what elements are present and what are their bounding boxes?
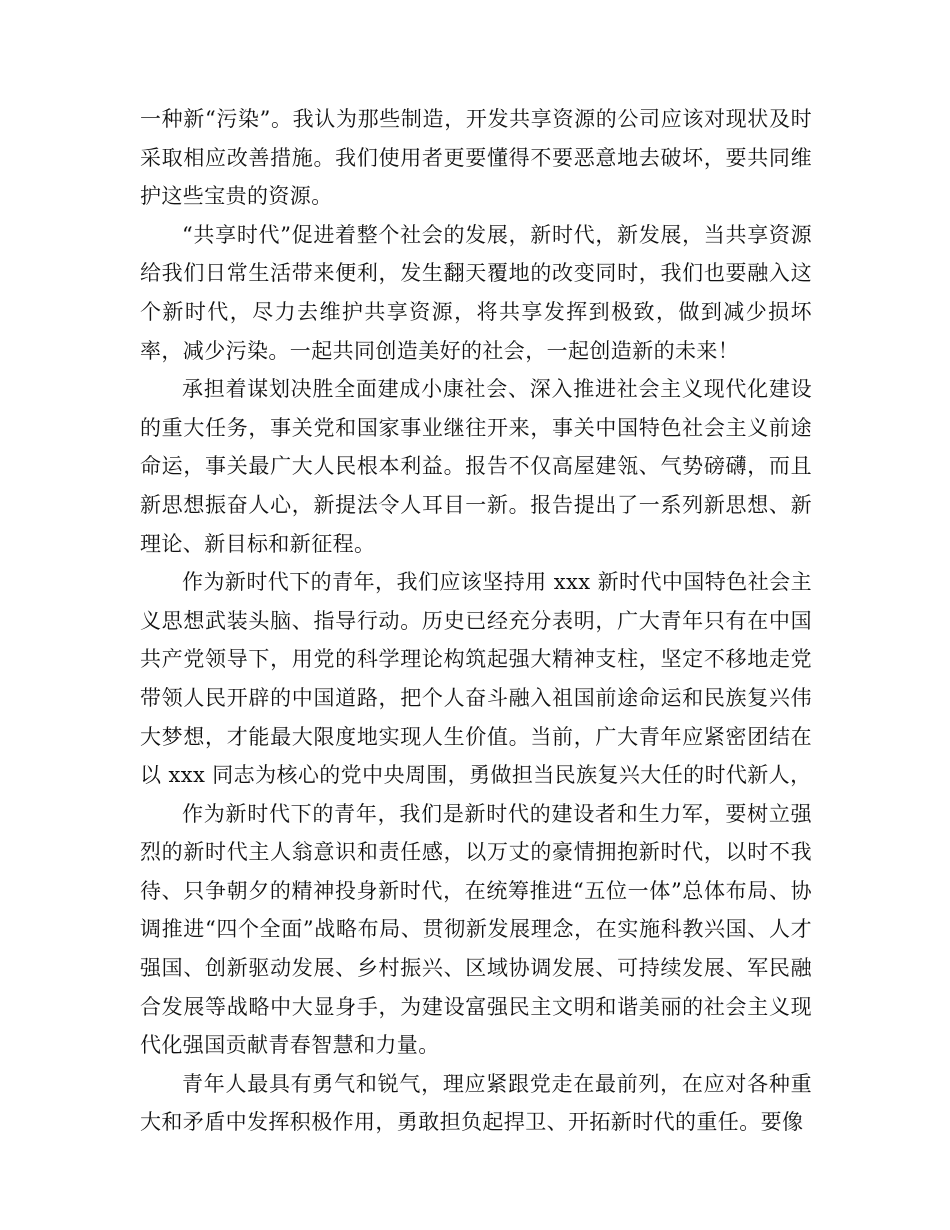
document-body — [140, 100, 812, 1142]
paragraph: 承担着谋划决胜全面建成小康社会、深入推进社会主义现代化建设的重大任务，事关党和国家事业继往开来，事关中国特色社会主义前途命运，事关最广大人民根本利益。报告不仅高屋建瓴、气势磅礴，而且新思想振奋人心，新提法令人耳目一新。报告提出了一系列新思想、新理论、新目标和新征程。 — [140, 377, 812, 556]
paragraph: 一种新“污染”。我认为那些制造，开发共享资源的公司应该对现状及时采取相应改善措施。我们使用者更要懂得不要恶意地去破坏，要共同维护这些宝贵的资源。 — [140, 107, 812, 209]
paragraph: 青年人最具有勇气和锐气，理应紧跟党走在最前列，在应对各种重大和矛盾中发挥积极作用，勇敢担负起捍卫、开拓新时代的重任。要像 — [140, 1071, 812, 1135]
paragraph: 作为新时代下的青年，我们应该坚持用 xxx 新时代中国特色社会主义思想武装头脑、指导行动。历史已经充分表明，广大青年只有在中国共产党领导下，用党的科学理论构筑起强大精神支柱，坚定不移地走党带领人民开辟的中国道路，把个人奋斗融入祖国前途命运和民族复兴伟大梦想，才能最大限度地实现人生价值。当前，广大青年应紧密团结在以 xxx 同志为核心的党中央周围，勇做担当民族复兴大任的时代新人， — [140, 570, 812, 788]
paragraph: “共享时代”促进着整个社会的发展，新时代，新发展，当共享资源给我们日常生活带来便利，发生翻天覆地的改变同时，我们也要融入这个新时代，尽力去维护共享资源，将共享发挥到极致，做到减少损坏率，减少污染。一起共同创造美好的社会，一起创造新的未来！ — [140, 222, 812, 363]
paragraph: 作为新时代下的青年，我们是新时代的建设者和生力军，要树立强烈的新时代主人翁意识和责任感，以万丈的豪情拥抱新时代，以时不我待、只争朝夕的精神投身新时代，在统筹推进“五位一体”总体布局、协调推进“四个全面”战略布局、贯彻新发展理念，在实施科教兴国、人才强国、创新驱动发展、乡村振兴、区域协调发展、可持续发展、军民融合发展等战略中大显身手，为建设富强民主文明和谐美丽的社会主义现代化强国贡献青春智慧和力量。 — [140, 801, 812, 1058]
